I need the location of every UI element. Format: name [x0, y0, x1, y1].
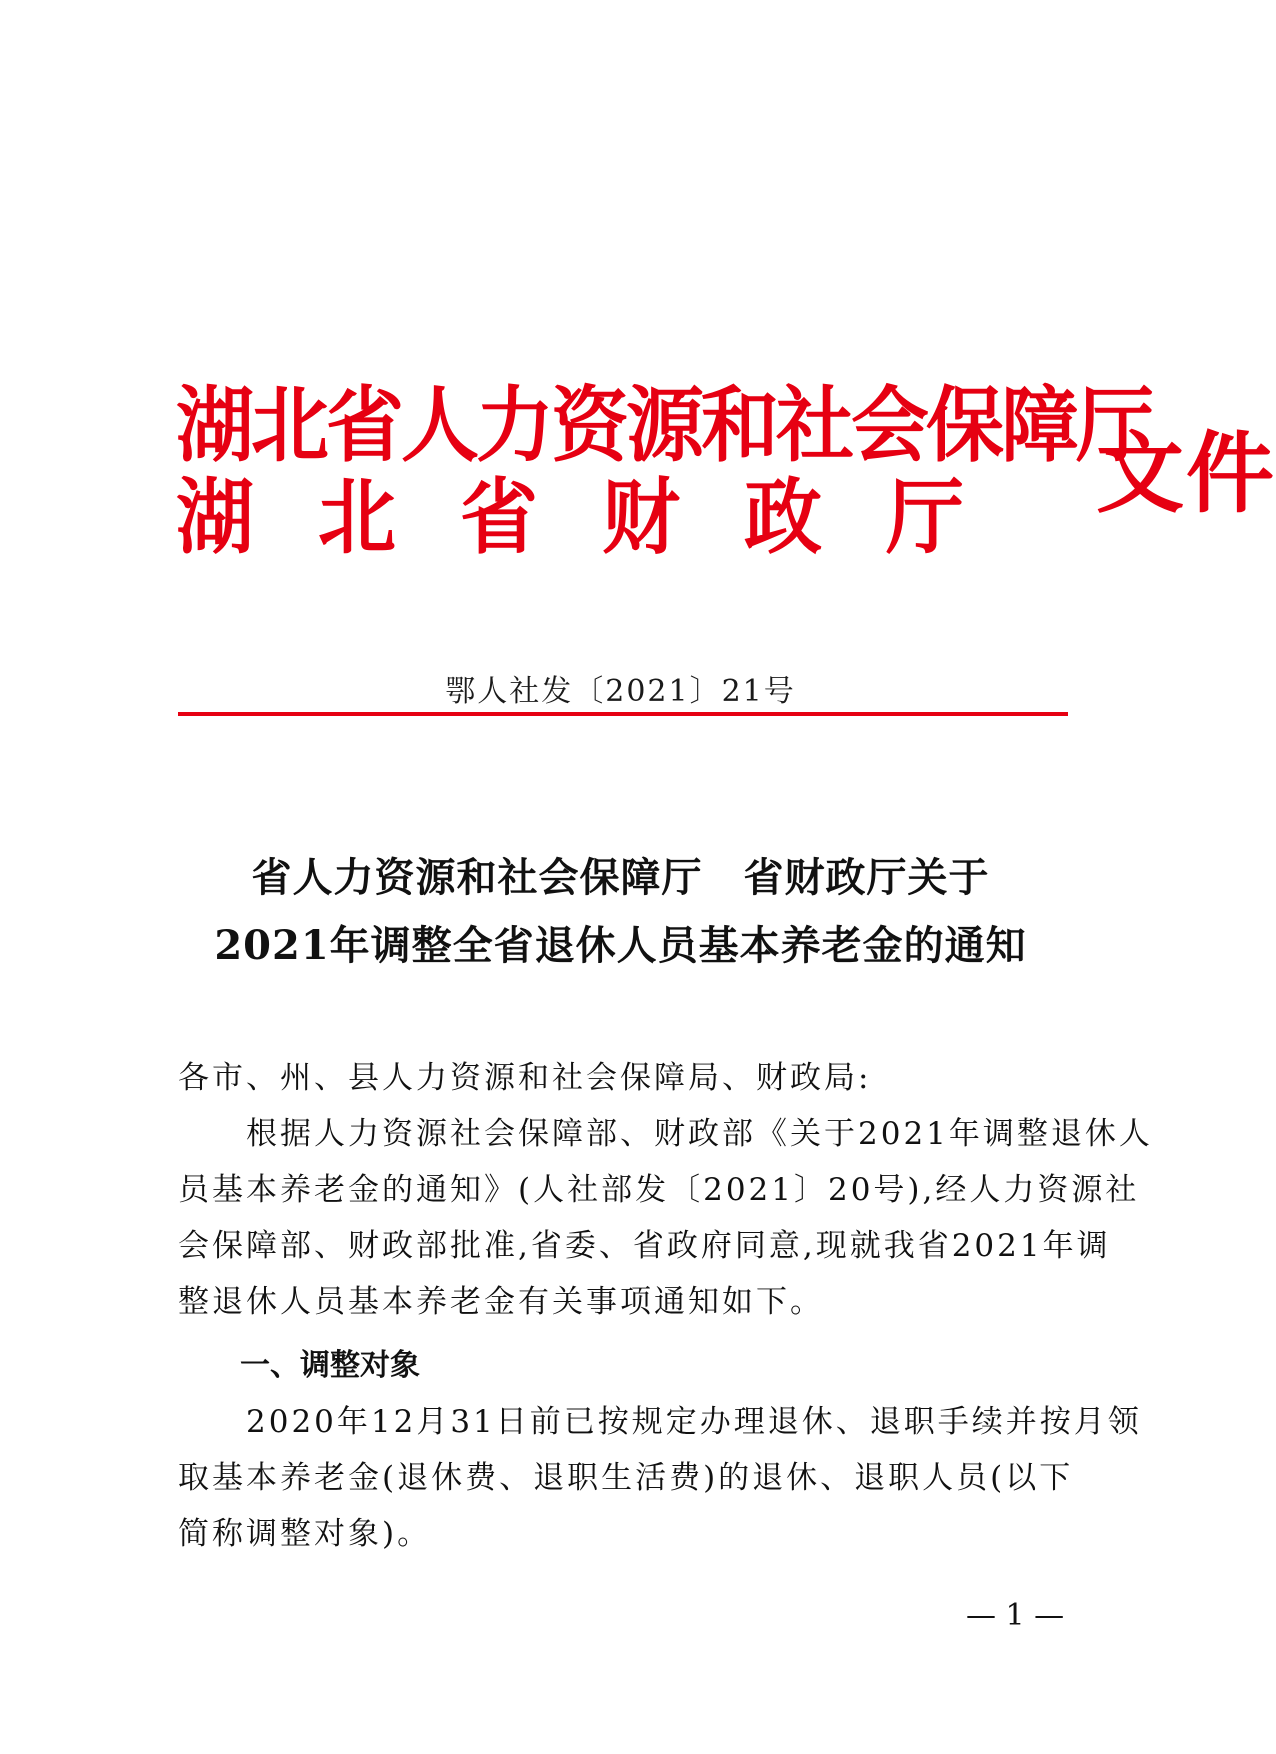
- section-1-line-3: 简称调整对象)。: [178, 1516, 432, 1552]
- document-title-line-1: 省人力资源和社会保障厅 省财政厅关于: [251, 854, 990, 901]
- addressee: 各市、州、县人力资源和社会保障局、财政局:: [178, 1060, 872, 1096]
- page-number: — 1 —: [966, 1598, 1065, 1633]
- section-1-heading: 一、调整对象: [240, 1348, 420, 1383]
- issuer-line-1: 湖北省人力资源和社会保障厅: [176, 378, 1152, 474]
- section-1-line-1: 2020年12月31日前已按规定办理退休、退职手续并按月领: [178, 1404, 1142, 1440]
- section-1-line-2: 取基本养老金(退休费、退职生活费)的退休、退职人员(以下: [178, 1460, 1074, 1496]
- paragraph-1-line-4: 整退休人员基本养老金有关事项通知如下。: [178, 1284, 824, 1320]
- paragraph-1-line-1: 根据人力资源社会保障部、财政部《关于2021年调整退休人: [178, 1116, 1153, 1152]
- document-number: 鄂人社发〔2021〕21号: [445, 674, 796, 709]
- paragraph-1-line-2: 员基本养老金的通知》(人社部发〔2021〕20号),经人力资源社: [178, 1172, 1140, 1208]
- paragraph-1-line-3: 会保障部、财政部批准,省委、省政府同意,现就我省2021年调: [178, 1228, 1111, 1264]
- document-title-line-2: 2021年调整全省退休人员基本养老金的通知: [214, 922, 1027, 969]
- red-divider-line: [178, 712, 1068, 716]
- issuer-suffix: 文件: [1096, 422, 1276, 525]
- issuer-header: [176, 360, 1276, 566]
- issuer-line-2: 湖北省财政厅: [176, 470, 1029, 566]
